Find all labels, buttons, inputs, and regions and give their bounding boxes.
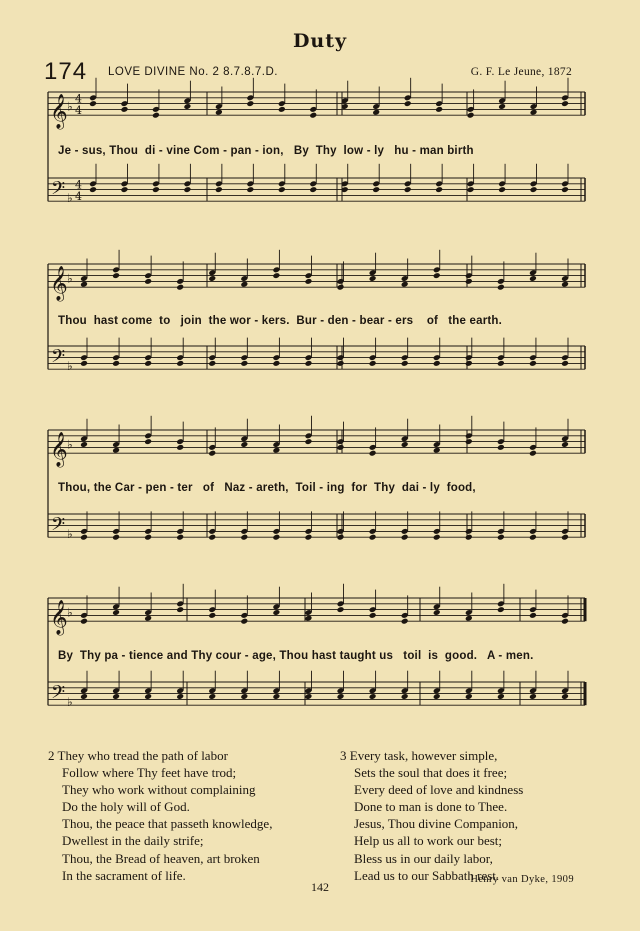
note-head: [176, 534, 184, 541]
note-head: [144, 693, 152, 700]
tune-name: LOVE DIVINE No. 2 8.7.8.7.D.: [108, 66, 278, 78]
note-head: [529, 275, 537, 282]
note-head: [208, 534, 216, 541]
note-head: [272, 272, 280, 279]
verse-line: Done to man is done to Thee.: [354, 799, 508, 815]
note-head: [401, 693, 409, 700]
key-signature-flat: ♭: [67, 99, 73, 114]
note-head: [112, 693, 120, 700]
note-head: [465, 278, 473, 285]
note-head: [246, 186, 254, 193]
note-head: [144, 615, 152, 622]
key-signature-flat: ♭: [67, 437, 73, 452]
note-head: [529, 360, 537, 367]
note-head: [337, 444, 345, 451]
note-head: [144, 360, 152, 367]
note-head: [112, 609, 120, 616]
note-head: [465, 615, 473, 622]
note-head: [246, 100, 254, 107]
note-head: [152, 186, 160, 193]
note-head: [497, 284, 505, 291]
time-signature: 4: [75, 104, 82, 118]
note-head: [433, 360, 441, 367]
note-head: [497, 360, 505, 367]
note-head: [208, 360, 216, 367]
lyrics-line-4: By Thy pa - tience and Thy cour - age, Thou hast taught us toil is good. A - men.: [58, 650, 534, 662]
note-head: [80, 441, 88, 448]
note-head: [433, 609, 441, 616]
note-head: [176, 360, 184, 367]
note-head: [337, 693, 345, 700]
verse-line: Dwellest in the daily strife;: [62, 833, 204, 849]
note-head: [208, 612, 216, 619]
verse-line: They who tread the path of labor: [57, 748, 228, 763]
verse-line: Follow where Thy feet have trod;: [62, 765, 237, 781]
note-head: [240, 360, 248, 367]
note-head: [144, 438, 152, 445]
note-head: [176, 284, 184, 291]
page-number: 142: [311, 880, 329, 894]
time-signature: 4: [75, 178, 82, 192]
note-head: [369, 450, 377, 457]
note-head: [240, 441, 248, 448]
note-head: [401, 441, 409, 448]
lyrics-line-3: Thou, the Car - pen - ter of Naz - areth, Toil - ing for Thy dai - ly food,: [58, 482, 476, 494]
note-head: [278, 186, 286, 193]
note-head: [272, 447, 280, 454]
note-head: [498, 103, 506, 110]
note-head: [272, 609, 280, 616]
verse-line: Help us all to work our best;: [354, 833, 503, 849]
note-head: [433, 534, 441, 541]
note-head: [433, 272, 441, 279]
note-head: [176, 693, 184, 700]
note-head: [498, 186, 506, 193]
note-head: [435, 106, 443, 113]
note-head: [530, 109, 538, 116]
author-credit: Henry van Dyke, 1909: [470, 874, 574, 885]
note-head: [401, 281, 409, 288]
note-head: [529, 534, 537, 541]
note-head: [80, 618, 88, 625]
note-head: [208, 693, 216, 700]
note-head: [369, 612, 377, 619]
note-head: [183, 186, 191, 193]
note-head: [121, 186, 129, 193]
time-signature: 4: [75, 190, 82, 204]
note-head: [309, 186, 317, 193]
note-head: [561, 693, 569, 700]
hymn-number: 174: [44, 58, 88, 85]
note-head: [337, 534, 345, 541]
note-head: [529, 612, 537, 619]
treble-clef: 𝄞: [50, 432, 68, 468]
note-head: [112, 447, 120, 454]
note-head: [240, 534, 248, 541]
key-signature-flat: ♭: [67, 527, 73, 542]
note-head: [369, 360, 377, 367]
note-head: [112, 534, 120, 541]
bass-clef: 𝄢: [51, 682, 66, 708]
note-head: [561, 618, 569, 625]
note-head: [80, 534, 88, 541]
note-head: [465, 360, 473, 367]
note-head: [112, 360, 120, 367]
verse-line: Do the holy will of God.: [62, 799, 190, 815]
note-head: [465, 438, 473, 445]
note-head: [112, 272, 120, 279]
composer-credit: G. F. Le Jeune, 1872: [470, 66, 572, 78]
verse-line: Sets the soul that does it free;: [354, 765, 508, 781]
note-head: [208, 450, 216, 457]
note-head: [530, 186, 538, 193]
note-head: [305, 693, 313, 700]
note-head: [529, 693, 537, 700]
key-signature-flat: ♭: [67, 191, 73, 206]
note-head: [272, 360, 280, 367]
note-head: [121, 106, 129, 113]
note-head: [467, 186, 475, 193]
verse-3: [340, 747, 523, 884]
lyrics-line-1: Je - sus, Thou di - vine Com - pan - ion, By Thy low - ly hu - man birth: [58, 145, 474, 157]
verse-line: In the sacrament of life.: [62, 867, 186, 883]
note-head: [369, 275, 377, 282]
key-signature-flat: ♭: [67, 605, 73, 620]
note-head: [433, 447, 441, 454]
note-head: [309, 112, 317, 119]
note-head: [80, 360, 88, 367]
note-head: [176, 444, 184, 451]
note-head: [208, 275, 216, 282]
note-head: [372, 109, 380, 116]
treble-clef: 𝄞: [50, 266, 68, 302]
note-head: [465, 534, 473, 541]
bass-clef: 𝄢: [51, 514, 66, 540]
verse-line: They who work without complaining: [62, 782, 256, 798]
treble-clef: 𝄞: [50, 94, 68, 130]
note-head: [372, 186, 380, 193]
note-head: [305, 438, 313, 445]
note-head: [215, 186, 223, 193]
verse-line: Thou, the peace that passeth knowledge,: [62, 816, 273, 832]
verse-line: Bless us in our daily labor,: [354, 850, 493, 866]
note-head: [369, 534, 377, 541]
note-head: [240, 281, 248, 288]
note-head: [80, 281, 88, 288]
verse-line: Every deed of love and kindness: [354, 782, 524, 798]
note-head: [561, 186, 569, 193]
note-head: [404, 186, 412, 193]
verse-line: Thou, the Bread of heaven, art broken: [62, 850, 260, 866]
note-head: [561, 360, 569, 367]
note-head: [561, 281, 569, 288]
bass-clef: 𝄢: [51, 178, 66, 204]
note-head: [401, 534, 409, 541]
note-head: [401, 618, 409, 625]
note-head: [152, 112, 160, 119]
note-head: [305, 360, 313, 367]
note-head: [497, 606, 505, 613]
note-head: [240, 618, 248, 625]
note-head: [497, 693, 505, 700]
note-head: [272, 693, 280, 700]
note-head: [305, 278, 313, 285]
note-head: [561, 534, 569, 541]
key-signature-flat: ♭: [67, 359, 73, 374]
note-head: [561, 100, 569, 107]
verse-line: Every task, however simple,: [349, 748, 498, 763]
note-head: [305, 615, 313, 622]
key-signature-flat: ♭: [67, 695, 73, 710]
note-head: [465, 693, 473, 700]
verse-line: Jesus, Thou divine Companion,: [354, 816, 519, 832]
section-title: Duty: [292, 30, 348, 52]
note-head: [144, 534, 152, 541]
note-head: [272, 534, 280, 541]
treble-clef: 𝄞: [50, 600, 68, 636]
time-signature: 4: [75, 92, 82, 106]
note-head: [529, 450, 537, 457]
note-head: [183, 103, 191, 110]
note-head: [215, 109, 223, 116]
note-head: [404, 100, 412, 107]
note-head: [144, 278, 152, 285]
note-head: [337, 606, 345, 613]
note-head: [305, 534, 313, 541]
note-head: [89, 100, 97, 107]
verse-number: 3: [340, 748, 347, 763]
note-head: [80, 693, 88, 700]
note-head: [433, 693, 441, 700]
note-head: [401, 360, 409, 367]
note-head: [467, 112, 475, 119]
note-head: [435, 186, 443, 193]
note-head: [240, 693, 248, 700]
note-head: [369, 693, 377, 700]
lyrics-line-2: Thou hast come to join the wor - kers. Bur - den - bear - ers of the earth.: [58, 315, 503, 327]
note-head: [497, 534, 505, 541]
verse-2: [48, 747, 272, 884]
note-head: [278, 106, 286, 113]
bass-clef: 𝄢: [51, 346, 66, 372]
key-signature-flat: ♭: [67, 271, 73, 286]
note-head: [561, 441, 569, 448]
note-head: [337, 284, 345, 291]
note-head: [176, 606, 184, 613]
note-head: [89, 186, 97, 193]
verse-number: 2: [48, 748, 55, 763]
verse-line: Lead us to our Sabbath rest.: [354, 867, 500, 883]
note-head: [337, 360, 345, 367]
note-head: [497, 444, 505, 451]
